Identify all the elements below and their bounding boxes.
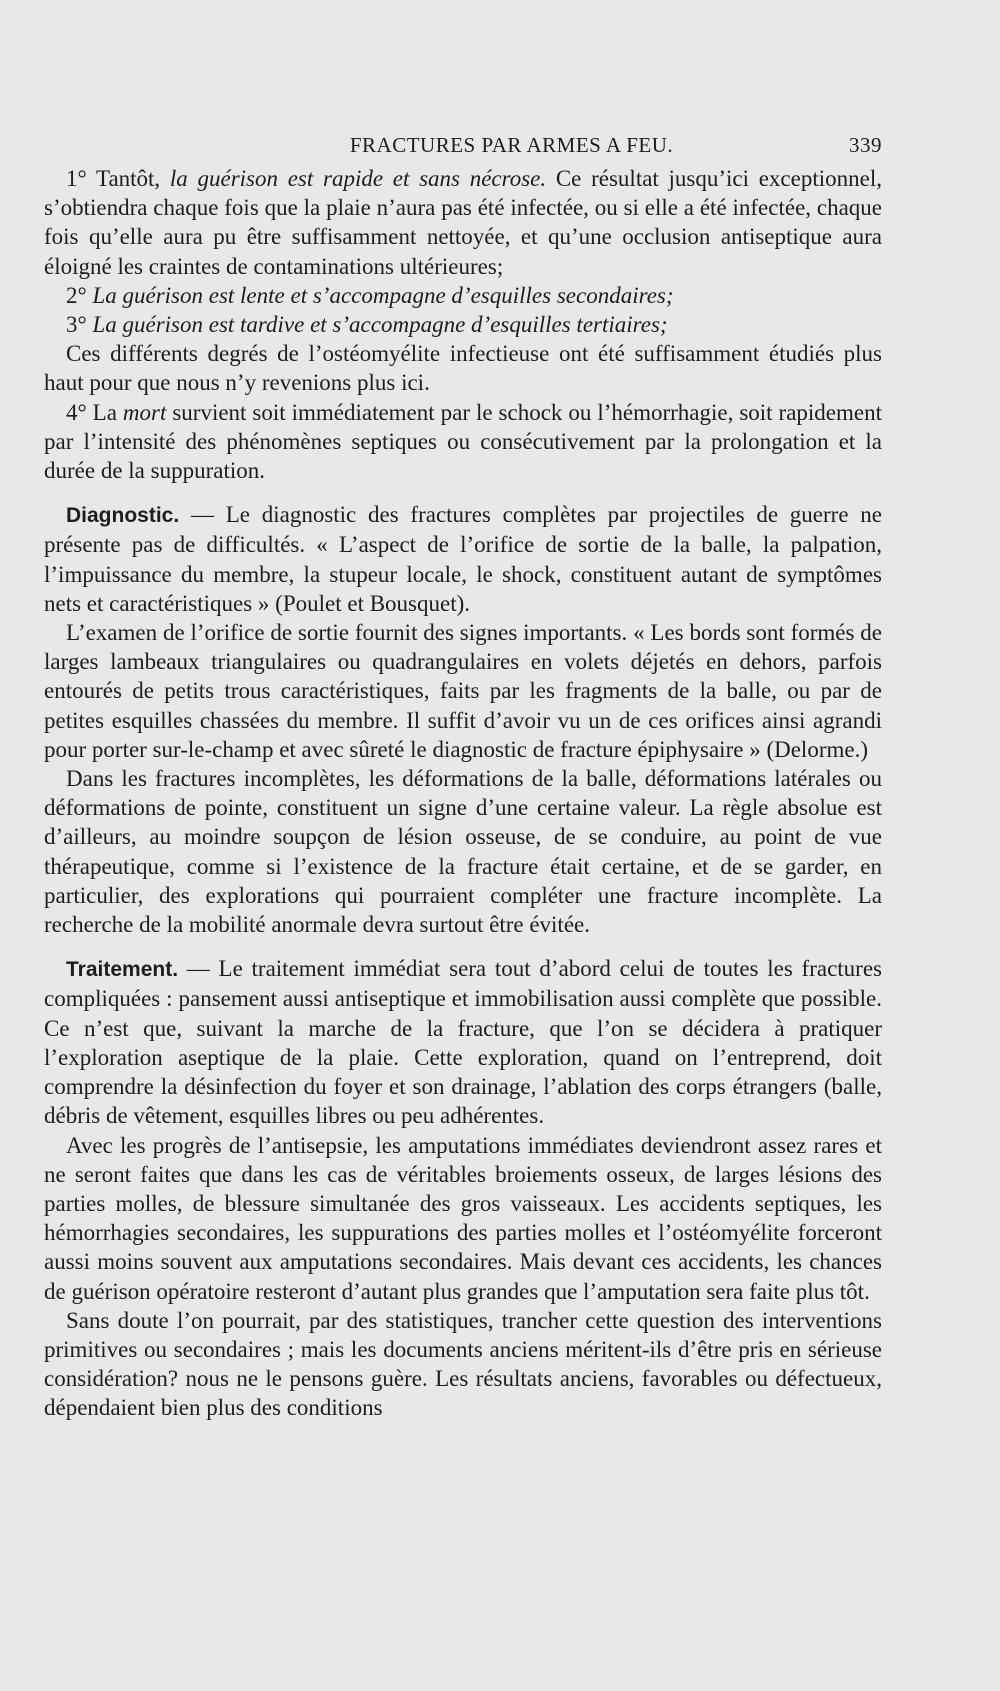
list-item-1: [44, 164, 882, 281]
list-item-3: [44, 310, 882, 339]
item-italic: La guérison est lente et s’accompagne d’esquilles secondaires;: [92, 282, 674, 308]
diagnostic-paragraph: [44, 500, 882, 618]
item-text: La: [86, 399, 123, 425]
item-number: 3°: [66, 312, 87, 338]
page-number: 339: [849, 133, 882, 157]
paragraph: Dans les fractures incomplètes, les déformations de la balle, déformations latérales ou déformations de pointe, constituent un signe d’une certaine valeur. La règle absolue est d’ailleurs, au moindre soupçon de lésion osseuse, de se conduire, au point de vue thérapeutique, comme si l’existence de la fracture était certaine, et de se garder, en particulier, des explorations qui pourraient compléter une fracture incomplète. La recherche de la mobilité anormale devra surtout être évitée.: [44, 766, 882, 938]
list-item-2: [44, 281, 882, 310]
item-number: 2°: [66, 282, 87, 308]
running-header: [44, 133, 882, 158]
item-number: 4°: [66, 399, 87, 425]
section-heading-diagnostic: Diagnostic.: [66, 504, 180, 528]
section-heading-traitement: Traitement.: [66, 958, 179, 982]
paragraph: Avec les progrès de l’antisepsie, les amputations immédiates deviendront assez rares et ne seront faites que dans les cas de véritables broiements osseux, de larges lésions des parties molles, de blessure simultanée des gros vaisseaux. Les accidents septiques, les hémorrhagies secondaires, les suppurations des parties molles et l’ostéomyélite forceront aussi moins souvent aux amputations secondaires. Mais devant ces accidents, les chances de guérison opératoire resteront d’autant plus grandes que l’amputation sera faite plus tôt.: [44, 1132, 882, 1304]
paragraph: L’examen de l’orifice de sortie fournit des signes importants. « Les bords sont formés de larges lambeaux triangulaires ou quadrangulaires en volets déjetés en dehors, parfois entourés de petits trous caractéristiques, faits par les fragments de la balle, ou par de petites esquilles chassées du membre. Il suffit d’avoir vu un de ces orifices ainsi agrandi pour porter sur-le-champ et avec sûreté le diagnostic de fracture épiphysaire » (Delorme.): [44, 620, 882, 762]
item-number: 1°: [66, 166, 87, 191]
item-text: Ce résultat jusqu’ici exceptionnel, s’obtiendra chaque fois que la plaie n’aura pas été infectée, ou si elle a été infectée, chaque fois qu’elle aura pu être suffisamment nettoyée, et qu’une occlusion antiseptique aura éloigné les craintes de contaminations ultérieures;: [44, 166, 882, 279]
list-item-4: [44, 398, 882, 486]
paragraph: Sans doute l’on pourrait, par des statistiques, trancher cette question des interventions primitives ou secondaires ; mais les documents anciens méritent-ils d’être pris en sérieuse considération? nous ne le pensons guère. Les résultats anciens, favorables ou défectueux, dépendaient bien plus des conditions: [44, 1307, 882, 1421]
paragraph: Ces différents degrés de l’ostéomyélite infectieuse ont été suffisamment étudiés plus haut pour que nous n’y revenions plus ici.: [44, 341, 882, 396]
running-title: FRACTURES PAR ARMES A FEU.: [349, 133, 674, 157]
item-italic: La guérison est tardive et s’accompagne d’esquilles tertiaires;: [92, 312, 668, 338]
item-text: survient soit immédiatement par le schock ou l’hémorrhagie, soit rapidement par l’intensité des phénomènes septiques ou consécutivement par la prolongation et la durée de la suppuration.: [44, 399, 882, 484]
traitement-paragraph: [44, 954, 882, 1130]
item-text: Tantôt,: [86, 166, 170, 191]
paragraph-text: — Le traitement immédiat sera tout d’abord celui de toutes les fractures compliquées : pansement aussi antiseptique et immobilisation aussi complète que possible. Ce n’est que, suivant la marche de la fracture, que l’on se décidera à pratiquer l’exploration aseptique de la plaie. Cette exploration, quand on l’entreprend, doit comprendre la désinfection du foyer et son drainage, l’ablation des corps étrangers (balle, débris de vêtement, esquilles libres ou peu adhérentes.: [44, 956, 882, 1129]
item-italic: mort: [122, 399, 167, 425]
paragraph-text: — Le diagnostic des fractures complètes par projectiles de guerre ne présente pas de difficultés. « L’aspect de l’orifice de sortie de la balle, la palpation, l’impuissance du membre, la stupeur locale, le shock, constituent autant de symptômes nets et caractéristiques » (Poulet et Bousquet).: [44, 502, 882, 616]
item-italic: la guérison est rapide et sans nécrose.: [169, 166, 547, 191]
